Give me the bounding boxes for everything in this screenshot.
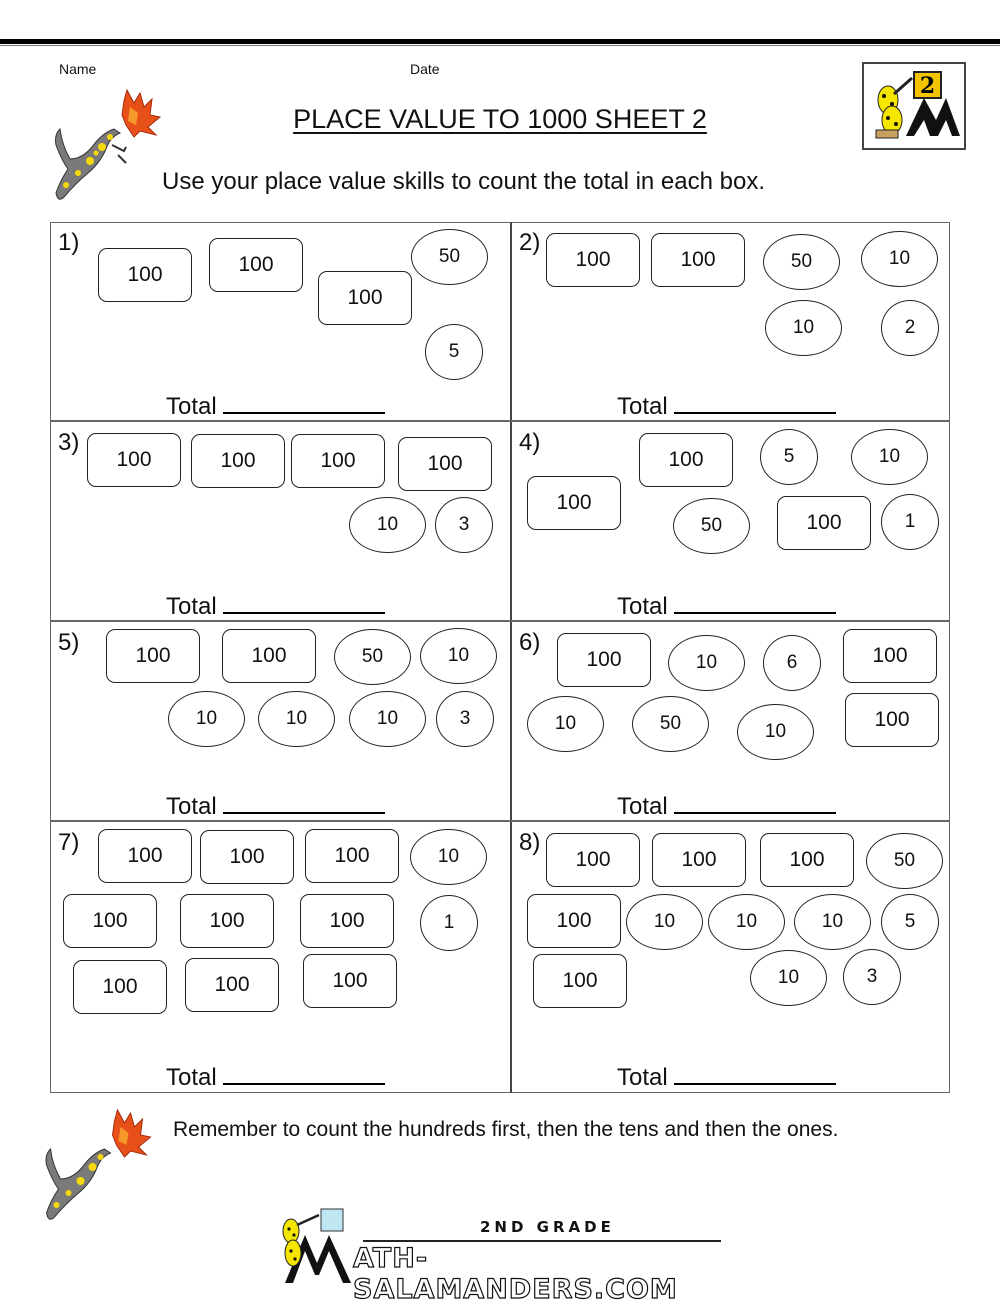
svg-text:2: 2 xyxy=(919,73,936,99)
tens-oval: 50 xyxy=(673,498,750,554)
hundreds-block: 100 xyxy=(98,248,192,302)
tens-oval: 10 xyxy=(420,628,497,684)
problem-number-2: 2) xyxy=(519,229,541,256)
logo-site-text: ATH-SALAMANDERS.COM xyxy=(353,1243,678,1305)
tens-oval: 10 xyxy=(626,894,703,950)
grid-divider-vertical xyxy=(510,222,512,1093)
hundreds-block: 100 xyxy=(652,833,746,887)
total-answer-blank[interactable] xyxy=(223,390,385,414)
ones-circle: 5 xyxy=(881,894,939,950)
math-salamanders-logo xyxy=(275,1205,735,1305)
hundreds-block: 100 xyxy=(845,693,939,747)
tens-oval: 10 xyxy=(737,704,814,760)
total-field-5[interactable] xyxy=(166,790,385,821)
total-answer-blank[interactable] xyxy=(674,1061,836,1085)
hundreds-block: 100 xyxy=(63,894,157,948)
total-field-3[interactable] xyxy=(166,590,385,621)
tens-oval: 10 xyxy=(794,894,871,950)
total-label: Total xyxy=(166,593,217,620)
tens-oval: 10 xyxy=(349,497,426,553)
problem-number-7: 7) xyxy=(58,829,80,856)
total-label: Total xyxy=(166,793,217,820)
tens-oval: 10 xyxy=(527,696,604,752)
header-rule-thick xyxy=(0,39,1000,44)
total-field-7[interactable] xyxy=(166,1061,385,1092)
reminder-text: Remember to count the hundreds first, then the tens and then the ones. xyxy=(173,1118,839,1141)
hundreds-block: 100 xyxy=(777,496,871,550)
total-label: Total xyxy=(617,1064,668,1091)
hundreds-block: 100 xyxy=(651,233,745,287)
ones-circle: 5 xyxy=(760,429,818,485)
problem-number-1: 1) xyxy=(58,229,80,256)
total-answer-blank[interactable] xyxy=(223,1061,385,1085)
total-answer-blank[interactable] xyxy=(223,790,385,814)
hundreds-block: 100 xyxy=(180,894,274,948)
salamander-teacher-icon xyxy=(275,1205,355,1285)
ones-circle: 2 xyxy=(881,300,939,356)
hundreds-block: 100 xyxy=(87,433,181,487)
tens-oval: 10 xyxy=(765,300,842,356)
total-field-2[interactable] xyxy=(617,390,836,421)
hundreds-block: 100 xyxy=(533,954,627,1008)
ones-circle: 3 xyxy=(436,691,494,747)
tens-oval: 10 xyxy=(668,635,745,691)
hundreds-block: 100 xyxy=(291,434,385,488)
total-field-4[interactable] xyxy=(617,590,836,621)
hundreds-block: 100 xyxy=(546,233,640,287)
hundreds-block: 100 xyxy=(200,830,294,884)
ones-circle: 5 xyxy=(425,324,483,380)
total-field-8[interactable] xyxy=(617,1061,836,1092)
tens-oval: 10 xyxy=(861,231,938,287)
total-label: Total xyxy=(617,393,668,420)
instructions-text: Use your place value skills to count the total in each box. xyxy=(162,168,765,195)
tens-oval: 10 xyxy=(708,894,785,950)
hundreds-block: 100 xyxy=(843,629,937,683)
hundreds-block: 100 xyxy=(222,629,316,683)
ones-circle: 6 xyxy=(763,635,821,691)
problem-number-3: 3) xyxy=(58,429,80,456)
hundreds-block: 100 xyxy=(98,829,192,883)
hundreds-block: 100 xyxy=(106,629,200,683)
logo-grade-text: 2ND GRADE xyxy=(480,1218,615,1236)
tens-oval: 10 xyxy=(750,950,827,1006)
tens-oval: 50 xyxy=(763,234,840,290)
hundreds-block: 100 xyxy=(398,437,492,491)
logo-divider xyxy=(363,1240,721,1242)
fire-salamander-icon xyxy=(52,85,167,205)
total-field-6[interactable] xyxy=(617,790,836,821)
hundreds-block: 100 xyxy=(73,960,167,1014)
total-answer-blank[interactable] xyxy=(674,590,836,614)
total-answer-blank[interactable] xyxy=(674,390,836,414)
hundreds-block: 100 xyxy=(318,271,412,325)
problem-number-8: 8) xyxy=(519,829,541,856)
total-field-1[interactable] xyxy=(166,390,385,421)
fire-salamander-icon xyxy=(40,1105,160,1225)
hundreds-block: 100 xyxy=(209,238,303,292)
hundreds-block: 100 xyxy=(303,954,397,1008)
tens-oval: 10 xyxy=(168,691,245,747)
date-label: Date xyxy=(410,61,440,77)
total-label: Total xyxy=(166,393,217,420)
total-label: Total xyxy=(617,593,668,620)
grade-logo xyxy=(862,62,966,150)
total-answer-blank[interactable] xyxy=(223,590,385,614)
hundreds-block: 100 xyxy=(527,476,621,530)
hundreds-block: 100 xyxy=(527,894,621,948)
tens-oval: 50 xyxy=(411,229,488,285)
ones-circle: 1 xyxy=(420,895,478,951)
page-title: PLACE VALUE TO 1000 SHEET 2 xyxy=(293,104,707,134)
tens-oval: 50 xyxy=(866,833,943,889)
tens-oval: 10 xyxy=(851,429,928,485)
tens-oval: 10 xyxy=(349,691,426,747)
problem-number-6: 6) xyxy=(519,629,541,656)
hundreds-block: 100 xyxy=(300,894,394,948)
problem-number-5: 5) xyxy=(58,629,80,656)
ones-circle: 1 xyxy=(881,494,939,550)
hundreds-block: 100 xyxy=(185,958,279,1012)
tens-oval: 50 xyxy=(334,629,411,685)
hundreds-block: 100 xyxy=(639,433,733,487)
total-label: Total xyxy=(617,793,668,820)
salamander-grade-icon xyxy=(864,64,964,148)
tens-oval: 50 xyxy=(632,696,709,752)
hundreds-block: 100 xyxy=(546,833,640,887)
total-label: Total xyxy=(166,1064,217,1091)
hundreds-block: 100 xyxy=(557,633,651,687)
tens-oval: 10 xyxy=(410,829,487,885)
header-rule-thin xyxy=(0,45,1000,46)
ones-circle: 3 xyxy=(435,497,493,553)
problem-number-4: 4) xyxy=(519,429,541,456)
hundreds-block: 100 xyxy=(760,833,854,887)
tens-oval: 10 xyxy=(258,691,335,747)
total-answer-blank[interactable] xyxy=(674,790,836,814)
name-label: Name xyxy=(59,61,97,77)
hundreds-block: 100 xyxy=(305,829,399,883)
hundreds-block: 100 xyxy=(191,434,285,488)
ones-circle: 3 xyxy=(843,949,901,1005)
